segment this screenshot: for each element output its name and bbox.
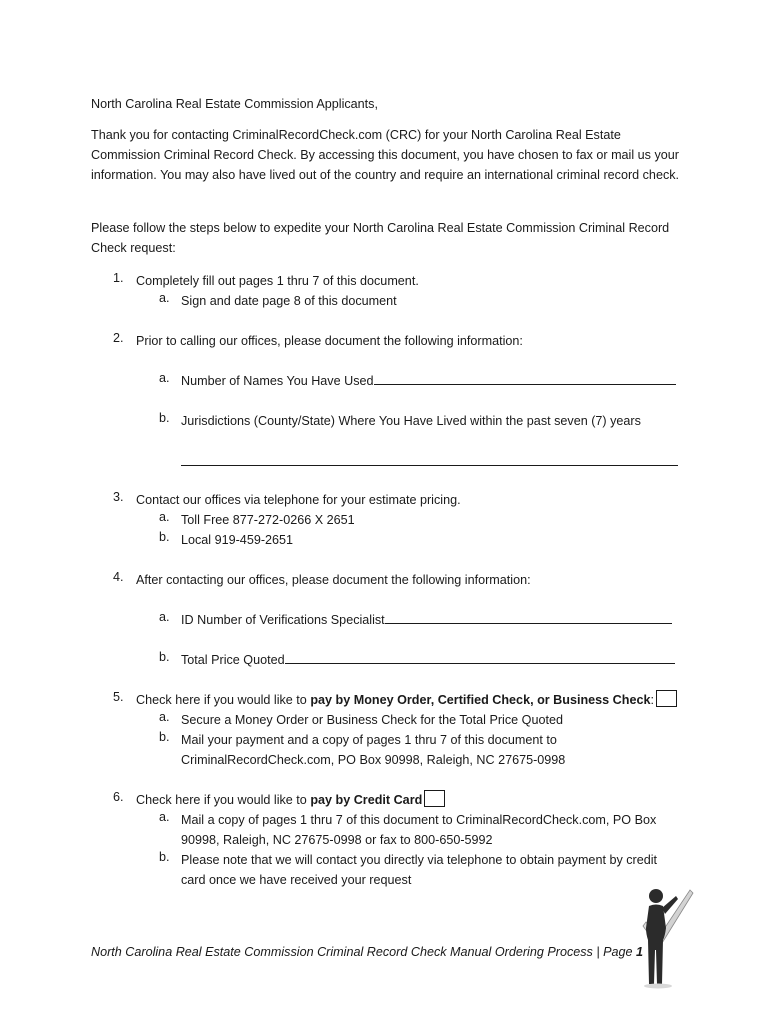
step4a-text: ID Number of Verifications Specialist — [181, 613, 385, 627]
step3b-letter: b. — [159, 530, 170, 544]
step4b-row — [181, 650, 681, 670]
step6-row — [136, 790, 696, 810]
step4a-row — [181, 610, 681, 630]
step4b-text: Total Price Quoted — [181, 653, 285, 667]
step5a-letter: a. — [159, 710, 170, 724]
step3a-text: Toll Free 877-272-0266 X 2651 — [181, 513, 355, 527]
footer-text: North Carolina Real Estate Commission Criminal Record Check Manual Ordering Process | Page — [91, 945, 637, 959]
intro-paragraph: Thank you for contacting CriminalRecordCheck.com (CRC) for your North Carolina Real Estate Commission Criminal Record Check. By accessing this document, you have chosen to fax or mail us your information. You may also have lived out of the country and require an international criminal record check. — [91, 128, 680, 182]
step4-text: After contacting our offices, please document the following information: — [136, 573, 531, 587]
step5-text-post: : — [650, 693, 654, 707]
person-checkmark-icon — [636, 884, 696, 994]
greeting: North Carolina Real Estate Commission Applicants, — [91, 97, 378, 111]
step6a-text: Mail a copy of pages 1 thru 7 of this document to CriminalRecordCheck.com, PO Box 90998, Raleigh, NC 27675-0998 or fax to 800-650-5992 — [181, 813, 657, 847]
step6-text-pre: Check here if you would like to — [136, 793, 311, 807]
page-footer — [91, 943, 651, 961]
step6a-letter: a. — [159, 810, 170, 824]
step4-number: 4. — [113, 570, 124, 584]
credit-card-checkbox[interactable] — [424, 790, 445, 807]
step2a-row — [181, 371, 681, 391]
names-used-field[interactable] — [374, 371, 676, 385]
step6b-text: Please note that we will contact you directly via telephone to obtain payment by credit card once we have received your request — [181, 853, 658, 887]
step2a-text: Number of Names You Have Used — [181, 374, 374, 388]
money-order-checkbox[interactable] — [656, 690, 677, 707]
step5a-text: Secure a Money Order or Business Check for the Total Price Quoted — [181, 713, 563, 727]
step5-number: 5. — [113, 690, 124, 704]
step5-text-pre: Check here if you would like to — [136, 693, 311, 707]
footer-page-number: 1 — [636, 945, 644, 959]
step2b-letter: b. — [159, 411, 170, 425]
step5-row — [136, 690, 696, 710]
step5-text-bold: pay by Money Order, Certified Check, or Business Check — [310, 693, 651, 707]
instruction-paragraph: Please follow the steps below to expedite your North Carolina Real Estate Commission Criminal Record Check request: — [91, 221, 670, 255]
specialist-id-field[interactable] — [385, 610, 672, 624]
step1a-letter: a. — [159, 291, 170, 305]
step1-text: Completely fill out pages 1 thru 7 of this document. — [136, 274, 419, 288]
total-price-field[interactable] — [285, 650, 675, 664]
step5b-letter: b. — [159, 730, 170, 744]
step1-number: 1. — [113, 271, 124, 285]
step4b-letter: b. — [159, 650, 170, 664]
step3b-text: Local 919-459-2651 — [181, 533, 294, 547]
step6-text-bold: pay by Credit Card — [310, 793, 423, 807]
step2b-text: Jurisdictions (County/State) Where You Have Lived within the past seven (7) years — [181, 414, 641, 428]
step2-number: 2. — [113, 331, 124, 345]
jurisdictions-field[interactable] — [181, 465, 678, 466]
step2a-letter: a. — [159, 371, 170, 385]
step3a-letter: a. — [159, 510, 170, 524]
step6b-letter: b. — [159, 850, 170, 864]
step2-text: Prior to calling our offices, please document the following information: — [136, 334, 523, 348]
step1a-text: Sign and date page 8 of this document — [181, 294, 397, 308]
step4a-letter: a. — [159, 610, 170, 624]
step6-number: 6. — [113, 790, 124, 804]
step3-text: Contact our offices via telephone for your estimate pricing. — [136, 493, 461, 507]
step5b-text: Mail your payment and a copy of pages 1 thru 7 of this document to CriminalRecordCheck.com, PO Box 90998, Raleigh, NC 27675-0998 — [181, 733, 566, 767]
step3-number: 3. — [113, 490, 124, 504]
